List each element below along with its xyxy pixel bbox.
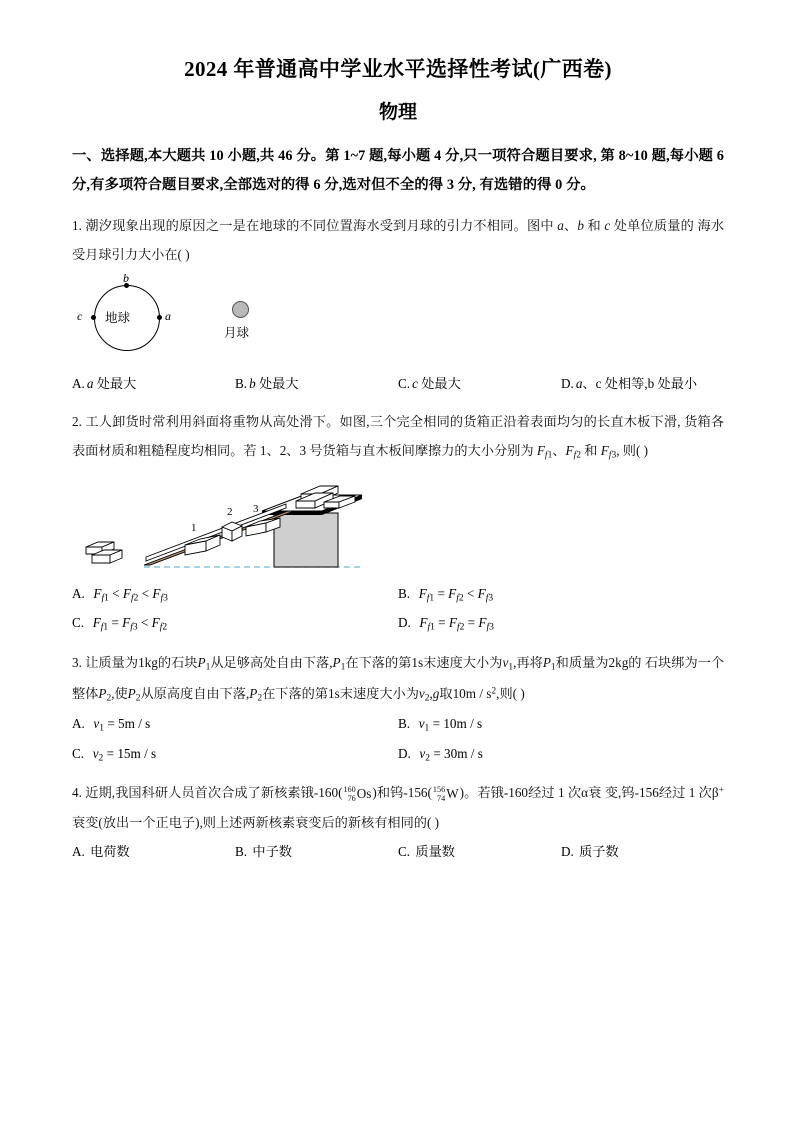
- q3-opt-a-label: A.: [72, 716, 85, 732]
- q1-opt-a-text: 处最大: [93, 375, 137, 391]
- q3-opt-a-var: v: [93, 716, 100, 732]
- bottom-boxes: [86, 542, 122, 563]
- instruction-line-3: 有选错的得 0 分。: [479, 177, 595, 194]
- question-2-text-line3: 则( ): [622, 443, 649, 459]
- q3-opt-b-value: = 10m / s: [429, 716, 483, 732]
- q3-opt-d-value: = 30m / s: [430, 745, 483, 761]
- q4-opt-a-label: A.: [72, 844, 85, 860]
- q2-force-f2: $F_{f2}$: [565, 443, 581, 461]
- question-2-number: 2.: [72, 414, 82, 430]
- question-4-option-d[interactable]: [561, 839, 724, 865]
- q3-l2-seg5: 末速度大小为: [339, 685, 419, 701]
- question-4-number: 4.: [72, 785, 82, 801]
- question-4-option-b[interactable]: [235, 839, 398, 865]
- question-3-option-d[interactable]: [398, 741, 724, 769]
- q3-l2-seg6: ,: [429, 685, 433, 701]
- q4-opt-c-text: 质量数: [415, 844, 455, 860]
- q3-P2: P: [98, 685, 107, 701]
- q3-seg1: 让质量为: [85, 654, 139, 670]
- q1-opt-a-label: A.: [72, 375, 85, 391]
- page-content: [72, 56, 724, 866]
- q3-v2-sub: 2: [424, 693, 430, 704]
- nuclide-1-mass: 160: [343, 785, 356, 795]
- question-1: [72, 211, 724, 398]
- q3-opt-c-value: = 15m / s: [103, 745, 157, 761]
- question-1-option-d[interactable]: [561, 371, 724, 397]
- question-1-number: 1.: [72, 217, 82, 233]
- earth-label: 地球: [105, 310, 131, 325]
- subject-title: 物理: [378, 102, 417, 124]
- q3-opt-b-label: B.: [398, 716, 411, 732]
- question-1-option-c[interactable]: [398, 371, 561, 397]
- q3-P1: P: [197, 654, 206, 670]
- question-1-text-b: 处单位质量的: [610, 217, 694, 233]
- nuclide-2-atomic: 74: [437, 794, 446, 804]
- question-4-option-c[interactable]: [398, 839, 561, 865]
- earth-point-c-label: c: [77, 308, 83, 323]
- q3-seg8: 的: [628, 654, 642, 670]
- question-4: [72, 778, 724, 865]
- q4-opt-a-text: 电荷数: [90, 844, 130, 860]
- q1-opt-c-italic: c: [412, 375, 418, 391]
- question-1-text-line2: 海水受月球引力大小在( ): [72, 217, 725, 262]
- earth-moon-figure: [72, 270, 724, 367]
- question-1-option-b[interactable]: [235, 371, 398, 397]
- q3-seg2: 的石块: [157, 654, 198, 670]
- q3-opt-b-sub: 1: [424, 723, 430, 734]
- q3-l2-seg3: 从原高度自由下落,: [140, 685, 250, 701]
- q4-opt-c-label: C.: [398, 844, 411, 860]
- q2-opt-b-label: B.: [398, 585, 411, 601]
- instruction-line-2: 第 8~10 题,每小题 6 分,有多项符合题目要求,全部选对的得 6 分,选对但不全的得 3 分,: [72, 147, 724, 194]
- q3-seg6: ,再将: [513, 654, 543, 670]
- q3-t1: 1s: [411, 654, 424, 670]
- q1-opt-d-italic: a: [575, 375, 583, 391]
- nuclide-tungsten-156: [433, 779, 459, 808]
- question-1-stem: [72, 211, 724, 269]
- platform-boxes: [296, 486, 355, 508]
- q3-opt-b-var: v: [418, 716, 425, 732]
- q3-v1-sub: 1: [508, 662, 514, 673]
- ramp-figure: [72, 475, 724, 575]
- question-1-point-b: b: [577, 217, 584, 233]
- question-3-option-c[interactable]: [72, 741, 398, 769]
- q4-beta-sup: +: [718, 785, 725, 796]
- question-3-options-row-2: [72, 741, 724, 769]
- question-2-sep-2: 和: [580, 443, 601, 459]
- question-1-options: [72, 371, 724, 397]
- question-2: [72, 407, 724, 638]
- platform-block: [274, 513, 338, 567]
- q3-opt-d-label: D.: [398, 745, 411, 761]
- q4-seg2: )和钨-156(: [372, 785, 432, 801]
- box-3-label: 3: [253, 502, 259, 515]
- q3-opt-a-sub: 1: [99, 723, 105, 734]
- question-2-option-c[interactable]: C. $F_{f1} = F_{f3} < F_{f2}$: [72, 615, 168, 633]
- question-2-option-b[interactable]: B. $F_{f1} = F_{f2} < F_{f3}$: [398, 585, 494, 604]
- q1-opt-b-italic: b: [249, 375, 256, 391]
- q3-seg4: 在下落的第: [345, 654, 412, 670]
- nuclide-2-mass: 156: [432, 785, 446, 795]
- nuclide-1-symbol: Os: [356, 786, 372, 802]
- q1-opt-d-text: 、c 处相等,b 处最小: [582, 375, 698, 391]
- q3-mass1: 1kg: [138, 654, 158, 670]
- question-3-number: 3.: [72, 654, 82, 670]
- question-4-options: [72, 839, 724, 865]
- q3-opt-c-sub: 2: [98, 753, 104, 764]
- q3-opt-a-value: = 5m / s: [104, 716, 151, 732]
- box-1-label: 1: [191, 521, 197, 534]
- q3-v1: v: [502, 654, 509, 670]
- earth-point-c-dot: [91, 315, 96, 320]
- q3-mass2: 2kg: [608, 654, 629, 670]
- question-2-options-row-1: [72, 581, 724, 609]
- question-2-options-row-2: [72, 610, 724, 638]
- question-2-stem: [72, 407, 724, 467]
- earth-point-a-dot: [157, 315, 162, 320]
- earth-point-a-label: a: [165, 308, 171, 323]
- question-2-text-line1: 工人卸货时常利用斜面将重物从高处滑下。如图,三个完全相同的货箱正沿着表面均匀的长直木板下滑,: [85, 414, 681, 430]
- q3-seg7: 和质量为: [555, 654, 609, 670]
- question-2-option-d[interactable]: D. $F_{f1} = F_{f2} = F_{f3}$: [398, 615, 494, 633]
- page-title: 2024 年普通高中学业水平选择性考试(广西卷): [184, 57, 612, 81]
- nuclide-1-atomic: 76: [347, 794, 356, 804]
- box-2-label: 2: [227, 505, 233, 518]
- q4-seg3: )。若锇-160经过 1 次α衰: [459, 785, 602, 801]
- q3-opt-c-label: C.: [72, 745, 85, 761]
- q2-opt-a-label: A.: [72, 585, 85, 601]
- question-1-option-a[interactable]: [72, 371, 235, 397]
- question-2-sep-3: ,: [616, 443, 620, 459]
- q3-seg3: 从足够高处自由下落,: [210, 654, 333, 670]
- q4-line2: 变,钨-156经过 1 次β: [604, 785, 719, 801]
- q1-opt-c-label: C.: [398, 375, 411, 391]
- question-3-option-b[interactable]: [398, 711, 724, 739]
- question-1-point-a: a: [557, 217, 564, 233]
- q3-P2-sub: 2: [106, 693, 112, 704]
- question-1-point-c: c: [604, 217, 611, 233]
- q4-opt-d-label: D.: [561, 844, 574, 860]
- q3-l2-seg8: ,则( ): [496, 685, 525, 701]
- question-3-stem: 3. 让质量为1kg的石块$P_1$从足够高处自由下落$,P_1$在下落的第1s末速度大小为$v_1$,再将$P_1$和质量为2kg的 石块绑为一个整体$P_2$,使$P_2$从原高度自由下落$,P_2$在下落的第1s末速度大小为$v_2,g$取$10m / s^2$,则( ): [72, 654, 725, 704]
- nuclide-2-symbol: W: [446, 786, 459, 802]
- moon-circle: [232, 301, 249, 318]
- question-2-text-line2-pre: 货箱各表面材质和粗糙程度均相同。若 1、2、3 号货箱与直木板间摩擦力的大小分别为: [72, 414, 725, 459]
- question-3-option-a[interactable]: [72, 711, 398, 739]
- question-3-options-row-1: [72, 711, 724, 739]
- q3-g: g: [432, 685, 440, 701]
- q3-gval: 10m / s: [452, 685, 492, 701]
- q3-v2: v: [418, 685, 425, 701]
- question-3: [72, 648, 724, 768]
- earth-point-b-label: b: [123, 270, 129, 285]
- q3-l2-seg1: 石块绑为一个整体: [72, 654, 725, 701]
- q4-seg1: 近期,我国科研人员首次合成了新核素锇-160(: [85, 785, 343, 801]
- instruction-line-1: 一、选择题,本大题共 10 小题,共 46 分。第 1~7 题,每小题 4 分,只一项符合题目要求,: [72, 147, 597, 164]
- sliding-box-2: [222, 522, 242, 541]
- question-4-option-a[interactable]: [72, 839, 235, 865]
- q3-t2: 1s: [328, 685, 340, 701]
- q2-opt-d-label: D.: [398, 615, 411, 631]
- q3-l2-seg2: ,使: [111, 685, 128, 701]
- section-instruction: [72, 142, 724, 201]
- q4-opt-b-text: 中子数: [252, 844, 292, 860]
- q4-opt-d-text: 质子数: [579, 844, 619, 860]
- nuclide-osmium-160: [343, 779, 371, 808]
- question-2-sep-1: 、: [552, 443, 566, 459]
- q2-force-f1: $F_{f1}$: [536, 443, 553, 461]
- q3-gsup: 2: [491, 685, 497, 696]
- q3-opt-c-var: v: [92, 745, 99, 761]
- question-1-text-a: 潮汐现象出现的原因之一是在地球的不同位置海水受到月球的引力不相同。图中: [85, 217, 558, 233]
- q2-force-f3: $F_{f3}$: [600, 443, 617, 461]
- q3-opt-d-sub: 2: [425, 753, 431, 764]
- moon-label: 月球: [224, 325, 250, 340]
- q2-opt-c-label: C.: [72, 615, 85, 631]
- question-1-sep-1: 、: [563, 217, 578, 233]
- q1-opt-b-label: B.: [235, 375, 248, 391]
- q4-line2-post: 衰变(放出一个正电子),则上述两新核素衰变后的新核有相同的( ): [72, 815, 440, 831]
- ramp-svg: [72, 475, 372, 575]
- q1-opt-b-text: 处最大: [255, 375, 299, 391]
- question-1-sep-2: 和: [583, 217, 605, 233]
- q3-seg5: 末速度大小为: [423, 654, 503, 670]
- q3-l2-seg4: 在下落的第: [262, 685, 329, 701]
- q3-opt-d-var: v: [419, 745, 426, 761]
- q1-opt-d-label: D.: [561, 375, 574, 391]
- question-2-option-a[interactable]: A. $F_{f1} < F_{f2} < F_{f3}$: [72, 585, 168, 604]
- q3-l2-seg7: 取: [439, 685, 453, 701]
- question-4-stem: [72, 778, 724, 837]
- q1-opt-a-italic: a: [86, 375, 94, 391]
- q3-P1-sub: 1: [205, 662, 211, 673]
- q4-opt-b-label: B.: [235, 844, 248, 860]
- q1-opt-c-text: 处最大: [417, 375, 461, 391]
